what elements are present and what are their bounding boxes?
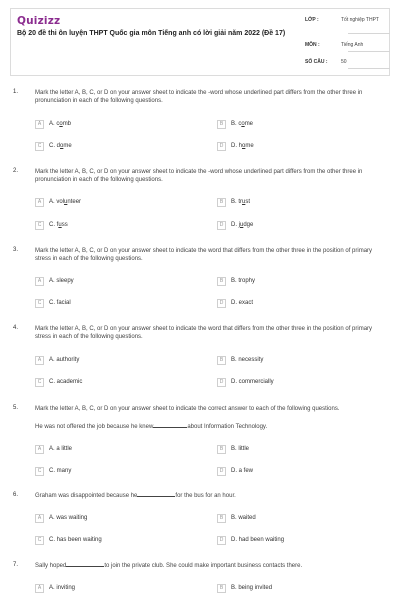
option-letter-box: B xyxy=(217,120,226,129)
option-b[interactable] xyxy=(217,513,256,523)
question-number: 5. xyxy=(13,405,19,411)
option-letter-box: A xyxy=(35,198,44,207)
question-count-value: 50 xyxy=(341,59,347,65)
option-label: A. authority xyxy=(49,357,80,363)
option-letter-box: C xyxy=(35,378,44,387)
option-b[interactable] xyxy=(217,276,255,286)
question-number: 4. xyxy=(13,325,19,331)
option-label: B. waited xyxy=(231,515,256,521)
class-label: LỚP : xyxy=(305,17,319,23)
option-label: A. a little xyxy=(49,446,73,452)
option-a[interactable] xyxy=(35,355,79,365)
option-d[interactable] xyxy=(217,141,254,151)
option-label: B. little xyxy=(231,446,250,452)
option-letter-box: C xyxy=(35,299,44,308)
option-letter-box: A xyxy=(35,356,44,365)
option-c[interactable] xyxy=(35,466,71,476)
option-b[interactable] xyxy=(217,444,249,454)
option-label: A. sleepy xyxy=(49,278,74,284)
option-c[interactable] xyxy=(35,298,71,308)
option-letter-box: C xyxy=(35,536,44,545)
question-text: Mark the letter A, B, C, or D on your answer sheet to indicate the -word whose underlined part differs from the other three in pronunciation in each of the following questions. xyxy=(35,90,363,104)
option-label: C. facial xyxy=(49,300,71,306)
option-letter-box: A xyxy=(35,120,44,129)
option-label: C. has been waiting xyxy=(49,537,102,543)
option-label: A. volunteer xyxy=(49,199,82,205)
question-number: 3. xyxy=(13,247,19,253)
option-d[interactable] xyxy=(217,220,253,230)
option-d[interactable] xyxy=(217,466,253,476)
option-c[interactable] xyxy=(35,377,82,387)
option-letter-box: A xyxy=(35,584,44,593)
option-label: B. necessity xyxy=(231,357,264,363)
question-sentence: He was not offered the job because he knew about Information Technology. xyxy=(35,424,268,430)
option-letter-box: D xyxy=(217,467,226,476)
answer-blank xyxy=(153,427,187,428)
option-letter-box: B xyxy=(217,356,226,365)
option-label: D. judge xyxy=(231,222,254,228)
option-label: C. fuss xyxy=(49,222,68,228)
option-d[interactable] xyxy=(217,298,253,308)
option-label: C. many xyxy=(49,468,72,474)
option-label: A. inviting xyxy=(49,585,76,591)
answer-blank xyxy=(66,566,104,567)
option-letter-box: B xyxy=(217,584,226,593)
option-letter-box: A xyxy=(35,445,44,454)
option-d[interactable] xyxy=(217,377,274,387)
subject-value: Tiếng Anh xyxy=(341,42,364,48)
option-a[interactable] xyxy=(35,583,75,593)
option-letter-box: A xyxy=(35,514,44,523)
option-a[interactable] xyxy=(35,513,87,523)
option-a[interactable] xyxy=(35,444,72,454)
option-label: A. was waiting xyxy=(49,515,88,521)
option-label: B. come xyxy=(231,121,254,127)
option-letter-box: C xyxy=(35,142,44,151)
option-label: D. commercially xyxy=(231,379,274,385)
option-letter-box: D xyxy=(217,378,226,387)
divider xyxy=(348,51,390,52)
option-c[interactable] xyxy=(35,141,72,151)
question-text: Mark the letter A, B, C, or D on your answer sheet to indicate the word that differs from the other three in the position of primary stress in each of the following questions. xyxy=(35,326,373,340)
option-letter-box: B xyxy=(217,277,226,286)
question-number: 2. xyxy=(13,168,19,174)
option-letter-box: A xyxy=(35,277,44,286)
question-sentence: Sally hoped to join the private club. She could make important business contacts there. xyxy=(35,563,303,569)
option-label: B. trophy xyxy=(231,278,256,284)
question-number: 6. xyxy=(13,492,19,498)
option-c[interactable] xyxy=(35,220,68,230)
option-letter-box: B xyxy=(217,514,226,523)
option-label: D. home xyxy=(231,143,254,149)
question-text: Mark the letter A, B, C, or D on your answer sheet to indicate the correct answer to each of the following questions. xyxy=(35,406,340,412)
option-b[interactable] xyxy=(217,197,250,207)
subject-label: MÔN : xyxy=(305,42,320,48)
option-label: D. had been waiting xyxy=(231,537,285,543)
option-letter-box: D xyxy=(217,221,226,230)
question-text: Mark the letter A, B, C, or D on your answer sheet to indicate the -word whose underlined part differs from the other three in pronunciation in each of the following questions. xyxy=(35,169,363,183)
option-a[interactable] xyxy=(35,276,74,286)
option-label: C. dome xyxy=(49,143,72,149)
divider xyxy=(348,68,390,69)
option-label: D. a few xyxy=(231,468,254,474)
option-b[interactable] xyxy=(217,583,272,593)
option-label: B. trust xyxy=(231,199,251,205)
option-a[interactable] xyxy=(35,197,81,207)
question-text: Mark the letter A, B, C, or D on your answer sheet to indicate the word that differs from the other three in the position of primary stress in each of the following questions. xyxy=(35,248,373,262)
option-letter-box: B xyxy=(217,198,226,207)
option-b[interactable] xyxy=(217,355,263,365)
page-title: Bộ 20 đề thi ôn luyện THPT Quốc gia môn Tiếng anh có lời giải năm 2022 (Đề 17) xyxy=(17,30,286,37)
option-a[interactable] xyxy=(35,119,71,129)
class-value: Tốt nghiệp THPT xyxy=(341,17,379,23)
option-letter-box: C xyxy=(35,221,44,230)
option-c[interactable] xyxy=(35,535,102,545)
worksheet-header xyxy=(10,8,390,76)
quizizz-logo: Quizizz xyxy=(17,15,61,27)
question-number: 1. xyxy=(13,89,19,95)
answer-blank xyxy=(137,496,175,497)
option-label: A. comb xyxy=(49,121,72,127)
divider xyxy=(348,33,390,34)
option-label: D. exact xyxy=(231,300,254,306)
option-letter-box: D xyxy=(217,299,226,308)
option-letter-box: D xyxy=(217,536,226,545)
option-d[interactable] xyxy=(217,535,284,545)
option-label: C. academic xyxy=(49,379,83,385)
option-letter-box: D xyxy=(217,142,226,151)
option-letter-box: B xyxy=(217,445,226,454)
option-label: B. being invited xyxy=(231,585,273,591)
question-sentence: Graham was disappointed because he for the bus for an hour. xyxy=(35,493,236,499)
question-number: 7. xyxy=(13,562,19,568)
option-letter-box: C xyxy=(35,467,44,476)
option-b[interactable] xyxy=(217,119,253,129)
question-count-label: SỐ CÂU : xyxy=(305,59,328,65)
